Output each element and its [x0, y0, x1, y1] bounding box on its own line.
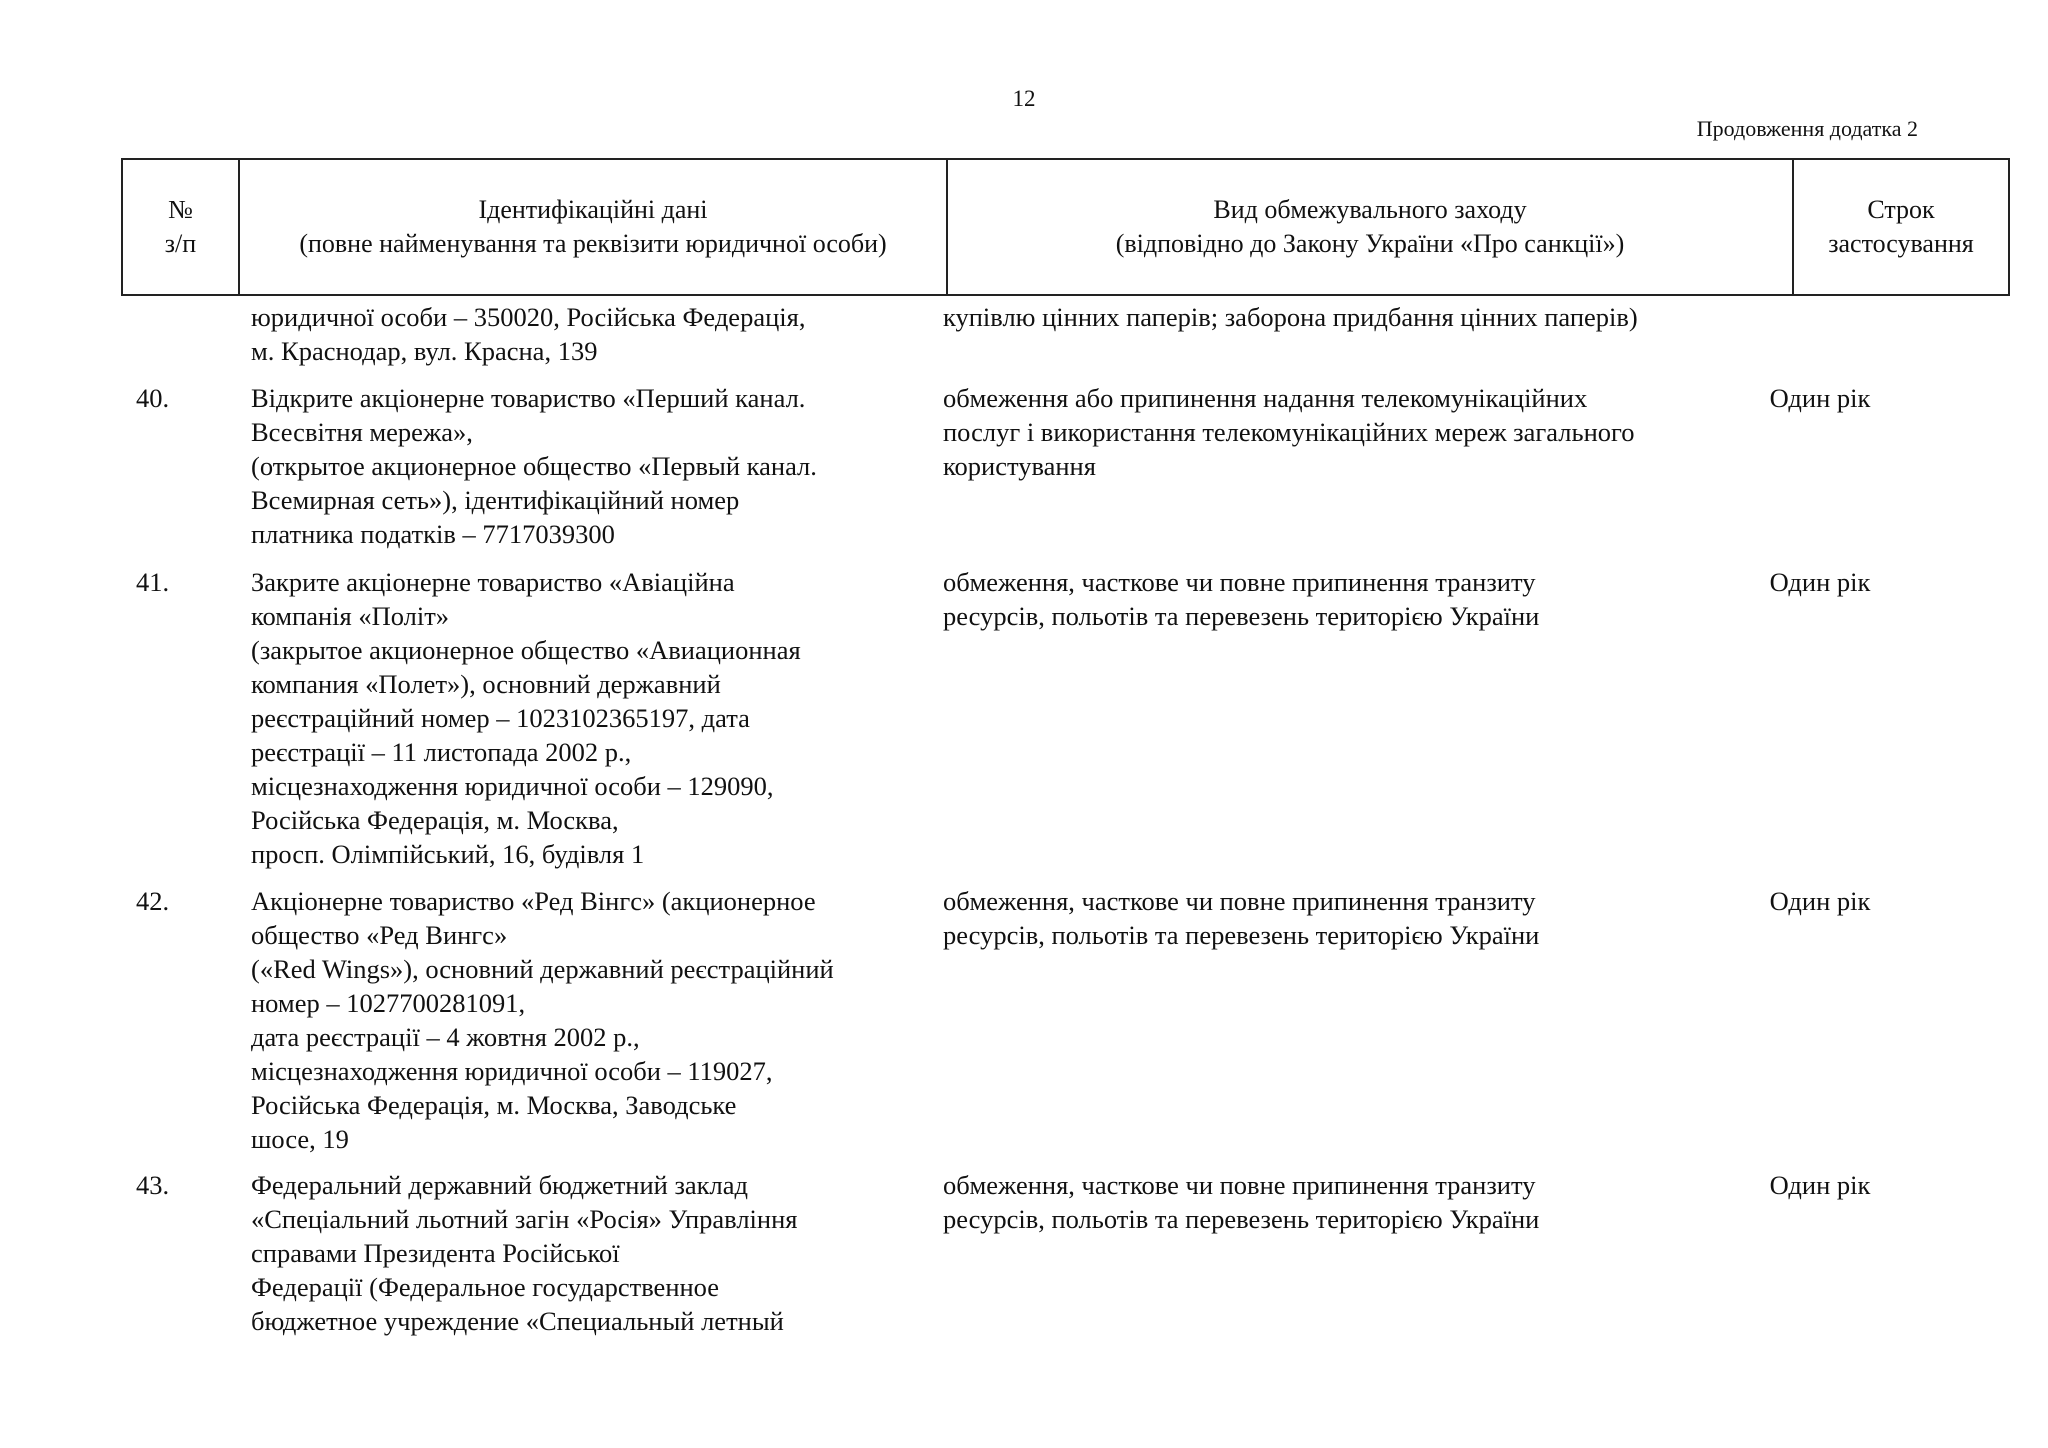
text-line: Федерації (Федеральное государственное — [251, 1272, 720, 1302]
row-41-term: Один рік — [1769, 567, 1871, 597]
text-line: реєстраційний номер – 1023102365197, дата — [251, 703, 750, 733]
text-line: послуг і використання телекомунікаційних мереж загального — [943, 417, 1635, 447]
page-number: 12 — [1012, 86, 1036, 111]
text-line: Акціонерне товариство «Ред Вінгс» (акционерное — [251, 886, 816, 916]
row-43-number: 43. — [136, 1170, 170, 1200]
text-line: шосе, 19 — [251, 1124, 349, 1154]
text-line: місцезнаходження юридичної особи – 129090, — [251, 771, 774, 801]
text-line: ресурсів, польотів та перевезень територією України — [943, 601, 1540, 631]
row-43-term: Один рік — [1769, 1170, 1871, 1200]
cont-row-ident — [251, 300, 805, 368]
text-line: (открытое акционерное общество «Первый канал. — [251, 451, 817, 481]
text-line: обмеження, часткове чи повне припинення транзиту — [943, 886, 1536, 916]
row-42-term: Один рік — [1769, 886, 1871, 916]
row-40-number: 40. — [136, 383, 170, 413]
cont-row-measure — [943, 300, 1638, 334]
text-line: обмеження, часткове чи повне припинення транзиту — [943, 1170, 1536, 1200]
row-40-term: Один рік — [1769, 383, 1871, 413]
text-line: місцезнаходження юридичної особи – 119027, — [251, 1056, 773, 1086]
header-term-cell — [1793, 159, 2009, 295]
text-line: номер – 1027700281091, — [251, 988, 526, 1018]
row-42-measure — [943, 884, 1539, 952]
row-43-measure — [943, 1168, 1539, 1236]
text-line: Відкрите акціонерне товариство «Перший канал. — [251, 383, 806, 413]
text-line: м. Краснодар, вул. Красна, 139 — [251, 336, 598, 366]
header-number-line: № — [168, 195, 193, 224]
text-line: Всесвітня мережа», — [251, 417, 473, 447]
header-term-line: Строк — [1867, 195, 1935, 224]
text-line: юридичної особи – 350020, Російська Федерація, — [251, 302, 806, 332]
text-line: обмеження, часткове чи повне припинення транзиту — [943, 567, 1536, 597]
header-ident-line: (повне найменування та реквізити юридичної особи) — [299, 229, 887, 258]
text-line: реєстрації – 11 листопада 2002 р., — [251, 737, 632, 767]
row-42-ident — [251, 884, 834, 1156]
row-40-measure — [943, 381, 1634, 483]
row-41-ident — [251, 565, 801, 871]
text-line: «Спеціальний льотний загін «Росія» Управління — [251, 1204, 798, 1234]
header-measure-line: Вид обмежувального заходу — [1213, 195, 1527, 224]
text-line: Російська Федерація, м. Москва, — [251, 805, 619, 835]
text-line: ресурсів, польотів та перевезень територією України — [943, 1204, 1540, 1234]
row-42-number: 42. — [136, 886, 170, 916]
text-line: користування — [943, 451, 1096, 481]
header-number-line: з/п — [164, 229, 197, 258]
header-term-line: застосування — [1828, 229, 1974, 258]
header-measure-line: (відповідно до Закону України «Про санкції») — [1115, 229, 1625, 258]
table-header — [121, 158, 2010, 296]
header-measure-cell — [947, 159, 1793, 295]
text-line: Федеральний державний бюджетний заклад — [251, 1170, 749, 1200]
text-line: (закрытое акционерное общество «Авиационная — [251, 635, 801, 665]
text-line: справами Президента Російської — [251, 1238, 620, 1268]
header-ident-cell — [239, 159, 947, 295]
text-line: общество «Ред Вингс» — [251, 920, 508, 950]
row-41-measure — [943, 565, 1539, 633]
text-line: («Red Wings»), основний державний реєстраційний — [251, 954, 834, 984]
text-line: компанія «Політ» — [251, 601, 450, 631]
text-line: Всемирная сеть»), ідентифікаційний номер — [251, 485, 740, 515]
text-line: компания «Полет»), основний державний — [251, 669, 721, 699]
text-line: Закрите акціонерне товариство «Авіаційна — [251, 567, 735, 597]
text-line: дата реєстрації – 4 жовтня 2002 р., — [251, 1022, 640, 1052]
continuation-label: Продовження додатка 2 — [1696, 116, 1918, 141]
text-line: просп. Олімпійський, 16, будівля 1 — [251, 839, 645, 869]
text-line: бюджетное учреждение «Специальный летный — [251, 1306, 784, 1336]
header-number-cell — [122, 159, 239, 295]
row-43-ident — [251, 1168, 797, 1338]
text-line: обмеження або припинення надання телекомунікаційних — [943, 383, 1588, 413]
text-line: ресурсів, польотів та перевезень територією України — [943, 920, 1540, 950]
row-41-number: 41. — [136, 567, 170, 597]
text-line: купівлю цінних паперів; заборона придбання цінних паперів) — [943, 302, 1638, 332]
header-ident-line: Ідентифікаційні дані — [478, 195, 708, 224]
text-line: Російська Федерація, м. Москва, Заводське — [251, 1090, 737, 1120]
row-40-ident — [251, 381, 817, 551]
text-line: платника податків – 7717039300 — [251, 519, 615, 549]
